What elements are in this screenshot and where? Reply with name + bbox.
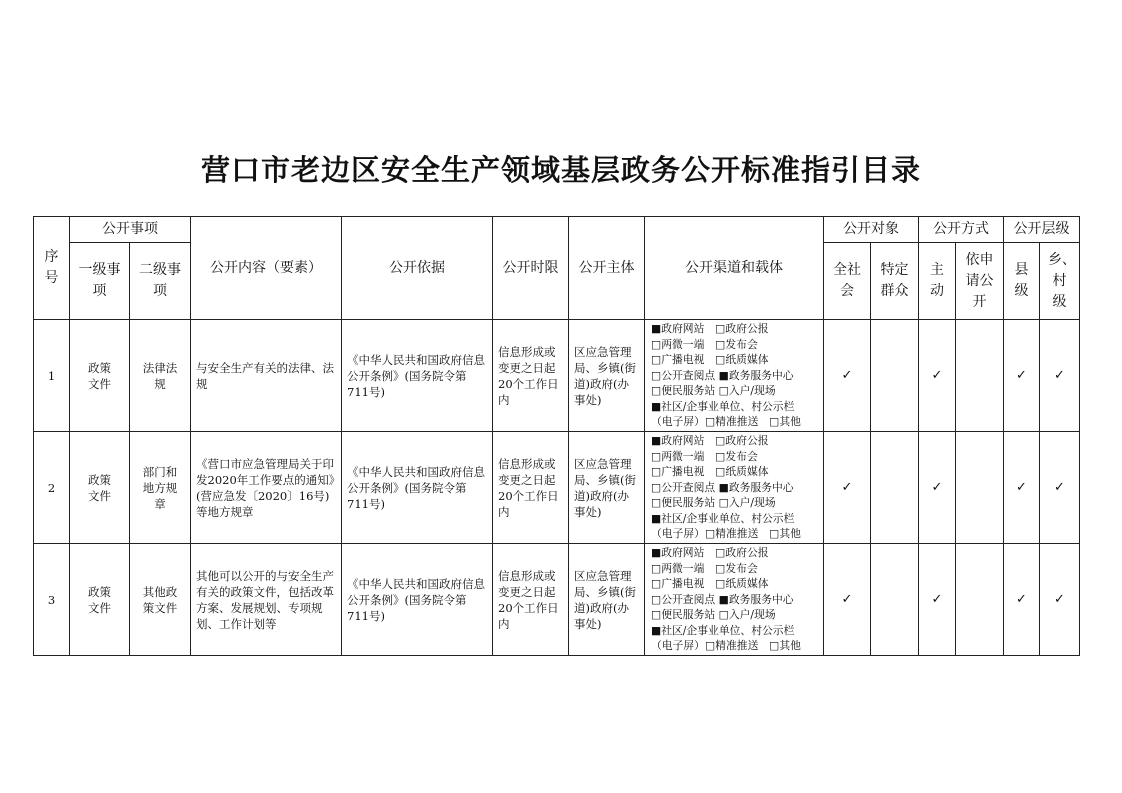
row-channels xyxy=(645,320,824,432)
header-level2: 二级事项 xyxy=(130,243,191,320)
channel-line: （电子屏）□精准推送 □其他 xyxy=(651,415,801,429)
header-time: 公开时限 xyxy=(493,217,569,320)
row-basis: 《中华人民共和国政府信息公开条例》(国务院令第711号) xyxy=(342,544,493,656)
row-subject: 区应急管理局、乡镇(街道)政府(办事处) xyxy=(569,544,645,656)
row-level1: 政策文件 xyxy=(70,320,130,432)
row-basis: 《中华人民共和国政府信息公开条例》(国务院令第711号) xyxy=(342,320,493,432)
header-content: 公开内容（要素） xyxy=(191,217,342,320)
table-row xyxy=(34,320,1080,432)
channel-line: ■社区/企事业单位、村公示栏 xyxy=(651,623,795,637)
channel-line: ■政府网站 □政府公报 xyxy=(651,433,769,447)
row-channels xyxy=(645,544,824,656)
check-all: ✓ xyxy=(824,320,871,432)
row-time: 信息形成或变更之日起20个工作日内 xyxy=(493,544,569,656)
row-seq: 2 xyxy=(34,432,70,544)
check-town: ✓ xyxy=(1040,432,1080,544)
check-active: ✓ xyxy=(919,320,956,432)
header-seq: 序号 xyxy=(34,217,70,320)
header-target: 公开对象 xyxy=(824,217,919,243)
channel-line: □便民服务站 □入户/现场 xyxy=(651,496,776,510)
table-row xyxy=(34,432,1080,544)
catalog-table xyxy=(33,216,1080,656)
check-county: ✓ xyxy=(1004,320,1040,432)
header-method-request: 依申请公开 xyxy=(956,243,1004,320)
row-level2: 其他政策文件 xyxy=(130,544,191,656)
channel-line: □两微一端 □发布会 xyxy=(651,561,758,575)
channel-line: ■政府网站 □政府公报 xyxy=(651,321,769,335)
check-town: ✓ xyxy=(1040,544,1080,656)
header-level: 公开层级 xyxy=(1004,217,1080,243)
row-basis: 《中华人民共和国政府信息公开条例》(国务院令第711号) xyxy=(342,432,493,544)
check-specific xyxy=(871,320,919,432)
check-request xyxy=(956,320,1004,432)
row-channels xyxy=(645,432,824,544)
channel-line: □两微一端 □发布会 xyxy=(651,449,758,463)
channel-line: （电子屏）□精准推送 □其他 xyxy=(651,527,801,541)
row-level1: 政策文件 xyxy=(70,544,130,656)
check-all: ✓ xyxy=(824,544,871,656)
check-town: ✓ xyxy=(1040,320,1080,432)
header-channel: 公开渠道和载体 xyxy=(645,217,824,320)
header-level-town: 乡、村级 xyxy=(1040,243,1080,320)
row-content: 与安全生产有关的法律、法规 xyxy=(191,320,342,432)
channel-line: ■社区/企事业单位、村公示栏 xyxy=(651,399,795,413)
channel-line: □便民服务站 □入户/现场 xyxy=(651,384,776,398)
channel-line: □两微一端 □发布会 xyxy=(651,337,758,351)
channel-line: □广播电视 □纸质媒体 xyxy=(651,465,769,479)
header-level1: 一级事项 xyxy=(70,243,130,320)
channel-line: □公开查阅点 ■政务服务中心 xyxy=(651,368,794,382)
channel-line: □公开查阅点 ■政务服务中心 xyxy=(651,592,794,606)
channel-line: □广播电视 □纸质媒体 xyxy=(651,577,769,591)
channel-line: ■社区/企事业单位、村公示栏 xyxy=(651,511,795,525)
row-level2: 法律法规 xyxy=(130,320,191,432)
row-seq: 1 xyxy=(34,320,70,432)
row-level2: 部门和地方规章 xyxy=(130,432,191,544)
header-target-all: 全社会 xyxy=(824,243,871,320)
check-county: ✓ xyxy=(1004,544,1040,656)
header-target-specific: 特定群众 xyxy=(871,243,919,320)
page-title: 营口市老边区安全生产领域基层政务公开标准指引目录 xyxy=(200,153,921,187)
header-subject: 公开主体 xyxy=(569,217,645,320)
check-all: ✓ xyxy=(824,432,871,544)
row-subject: 区应急管理局、乡镇(街道)政府(办事处) xyxy=(569,320,645,432)
check-request xyxy=(956,544,1004,656)
row-time: 信息形成或变更之日起20个工作日内 xyxy=(493,320,569,432)
row-subject: 区应急管理局、乡镇(街道)政府(办事处) xyxy=(569,432,645,544)
check-specific xyxy=(871,432,919,544)
check-county: ✓ xyxy=(1004,432,1040,544)
channel-line: □广播电视 □纸质媒体 xyxy=(651,353,769,367)
header-basis: 公开依据 xyxy=(342,217,493,320)
row-content: 《营口市应急管理局关于印发2020年工作要点的通知》(营应急发〔2020〕16号)等地方规章 xyxy=(191,432,342,544)
table-row xyxy=(34,544,1080,656)
row-seq: 3 xyxy=(34,544,70,656)
row-content: 其他可以公开的与安全生产有关的政策文件，包括改革方案、发展规划、专项规划、工作计划等 xyxy=(191,544,342,656)
header-items: 公开事项 xyxy=(70,217,191,243)
header-method: 公开方式 xyxy=(919,217,1004,243)
check-specific xyxy=(871,544,919,656)
check-request xyxy=(956,432,1004,544)
header-method-active: 主动 xyxy=(919,243,956,320)
channel-line: □便民服务站 □入户/现场 xyxy=(651,608,776,622)
channel-line: □公开查阅点 ■政务服务中心 xyxy=(651,480,794,494)
channel-line: ■政府网站 □政府公报 xyxy=(651,545,769,559)
row-level1: 政策文件 xyxy=(70,432,130,544)
check-active: ✓ xyxy=(919,544,956,656)
header-level-county: 县级 xyxy=(1004,243,1040,320)
row-time: 信息形成或变更之日起20个工作日内 xyxy=(493,432,569,544)
check-active: ✓ xyxy=(919,432,956,544)
channel-line: （电子屏）□精准推送 □其他 xyxy=(651,639,801,653)
